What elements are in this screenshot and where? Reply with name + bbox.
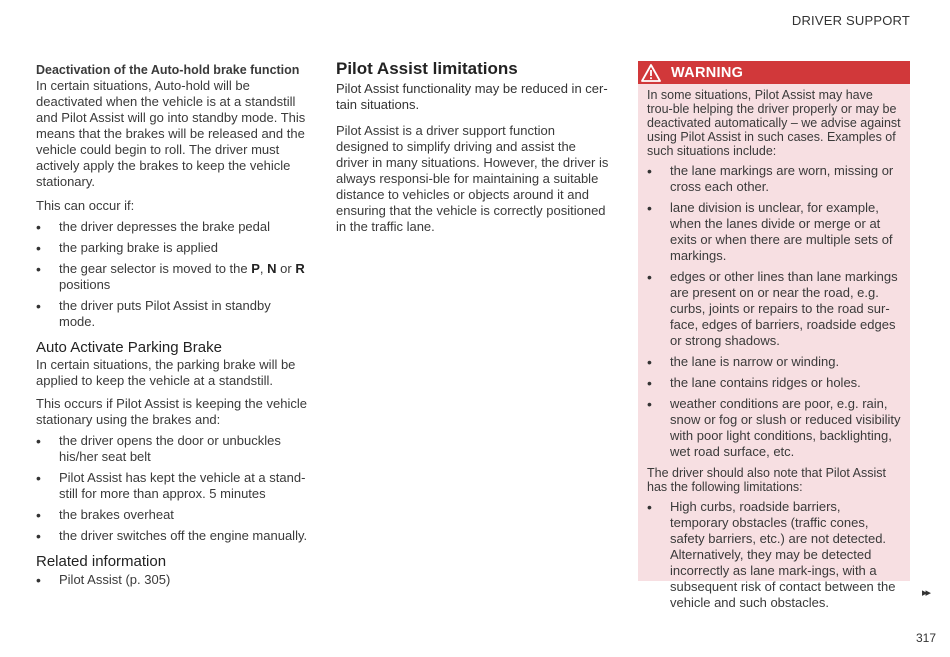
list-item: • the driver switches off the engine manually. <box>36 528 308 544</box>
list-item: • Pilot Assist has kept the vehicle at a stand-still for more than approx. 5 minutes <box>36 470 308 502</box>
auto-parking-list <box>36 433 308 544</box>
auto-parking-occur: This occurs if Pilot Assist is keeping the vehicle stationary using the brakes and: <box>36 396 307 427</box>
list-item: • the parking brake is applied <box>36 240 308 256</box>
list-item: • the brakes overheat <box>36 507 308 523</box>
warning-list <box>647 163 901 460</box>
continue-arrows-icon: ▸▸ <box>922 587 930 599</box>
list-item: • the driver depresses the brake pedal <box>36 219 308 235</box>
list-item: • lane division is unclear, for example, when the lanes divide or merge or at exits or when there are multiple sets of markings. <box>647 200 901 264</box>
gear-p: P <box>251 261 260 276</box>
intro-text: Pilot Assist functionality may be reduced in cer-tain situations. <box>336 81 608 112</box>
related-list <box>36 572 308 588</box>
gear-sep2: or <box>276 261 296 276</box>
gear-r: R <box>295 261 305 276</box>
auto-parking-heading: Auto Activate Parking Brake <box>36 339 222 356</box>
list-item: • the driver opens the door or unbuckles his/her seat belt <box>36 433 308 465</box>
deactivation-list <box>36 219 308 330</box>
list-item: • the lane contains ridges or holes. <box>647 375 901 391</box>
middle-column <box>336 59 611 235</box>
warning-body <box>638 84 910 611</box>
list-item: • the driver puts Pilot Assist in standby mode. <box>36 298 308 330</box>
list-item: • edges or other lines than lane markings are present on or near the road, e.g. curbs, joints or repairs to the road sur-face, edges of barriers, roadside edges or strong shadows. <box>647 269 901 349</box>
warning-header <box>638 61 910 84</box>
warning-triangle-icon <box>641 64 661 82</box>
list-item: • High curbs, roadside barriers, temporary obstacles (traffic cones, safety barriers, etc.) are not detected. Alternatively, they may be detected incorrectly as lane mark-ings, with a subsequent risk of contact between the vehicle and such obstacles. <box>647 499 901 611</box>
limitations-list <box>647 499 901 611</box>
warning-note: The driver should also note that Pilot Assist has the following limitations: <box>647 466 887 494</box>
warning-label: WARNING <box>671 64 744 81</box>
auto-parking-body: In certain situations, the parking brake will be applied to keep the vehicle at a standstill. <box>36 357 296 388</box>
gear-text-pre: the gear selector is moved to the <box>59 261 252 276</box>
section-header: DRIVER SUPPORT <box>791 13 910 28</box>
page-title: Pilot Assist limitations <box>336 59 518 78</box>
gear-text-post: positions <box>59 277 111 292</box>
deactivation-body: In certain situations, Auto-hold will be deactivated when the vehicle is at a standstill and Pilot Assist will go into standby mode. This means that the brakes will be released and the vehicle could begin to roll. The driver must actively apply the brakes to keep the vehicle stationary. <box>36 78 306 189</box>
page-number: 317 <box>916 631 937 645</box>
warning-box <box>638 61 910 610</box>
related-link[interactable]: • Pilot Assist (p. 305) <box>36 572 308 588</box>
list-item <box>36 261 308 293</box>
warning-intro: In some situations, Pilot Assist may have trou-ble helping the driver properly or may be deactivated automatically – we advise against using Pilot Assist in such cases. Examples of such situations include: <box>647 88 901 158</box>
deactivation-occur: This can occur if: <box>36 198 135 213</box>
description-text: Pilot Assist is a driver support function designed to simplify driving and assist the driver in many situations. However, the driver is always responsi-ble for maintaining a suitable distance to vehicles or objects around it and ensuring that the vehicle is correctly positioned in the traffic lane. <box>336 123 609 234</box>
related-heading: Related information <box>36 553 167 570</box>
gear-sep1: , <box>259 261 268 276</box>
list-item: • the lane markings are worn, missing or cross each other. <box>647 163 901 195</box>
gear-n: N <box>267 261 277 276</box>
deactivation-subheading: Deactivation of the Auto-hold brake function <box>36 63 300 77</box>
left-column <box>36 59 308 588</box>
list-item: • weather conditions are poor, e.g. rain, snow or fog or slush or reduced visibility with poor light conditions, backlighting, wet road surface, etc. <box>647 396 901 460</box>
list-item: • the lane is narrow or winding. <box>647 354 901 370</box>
